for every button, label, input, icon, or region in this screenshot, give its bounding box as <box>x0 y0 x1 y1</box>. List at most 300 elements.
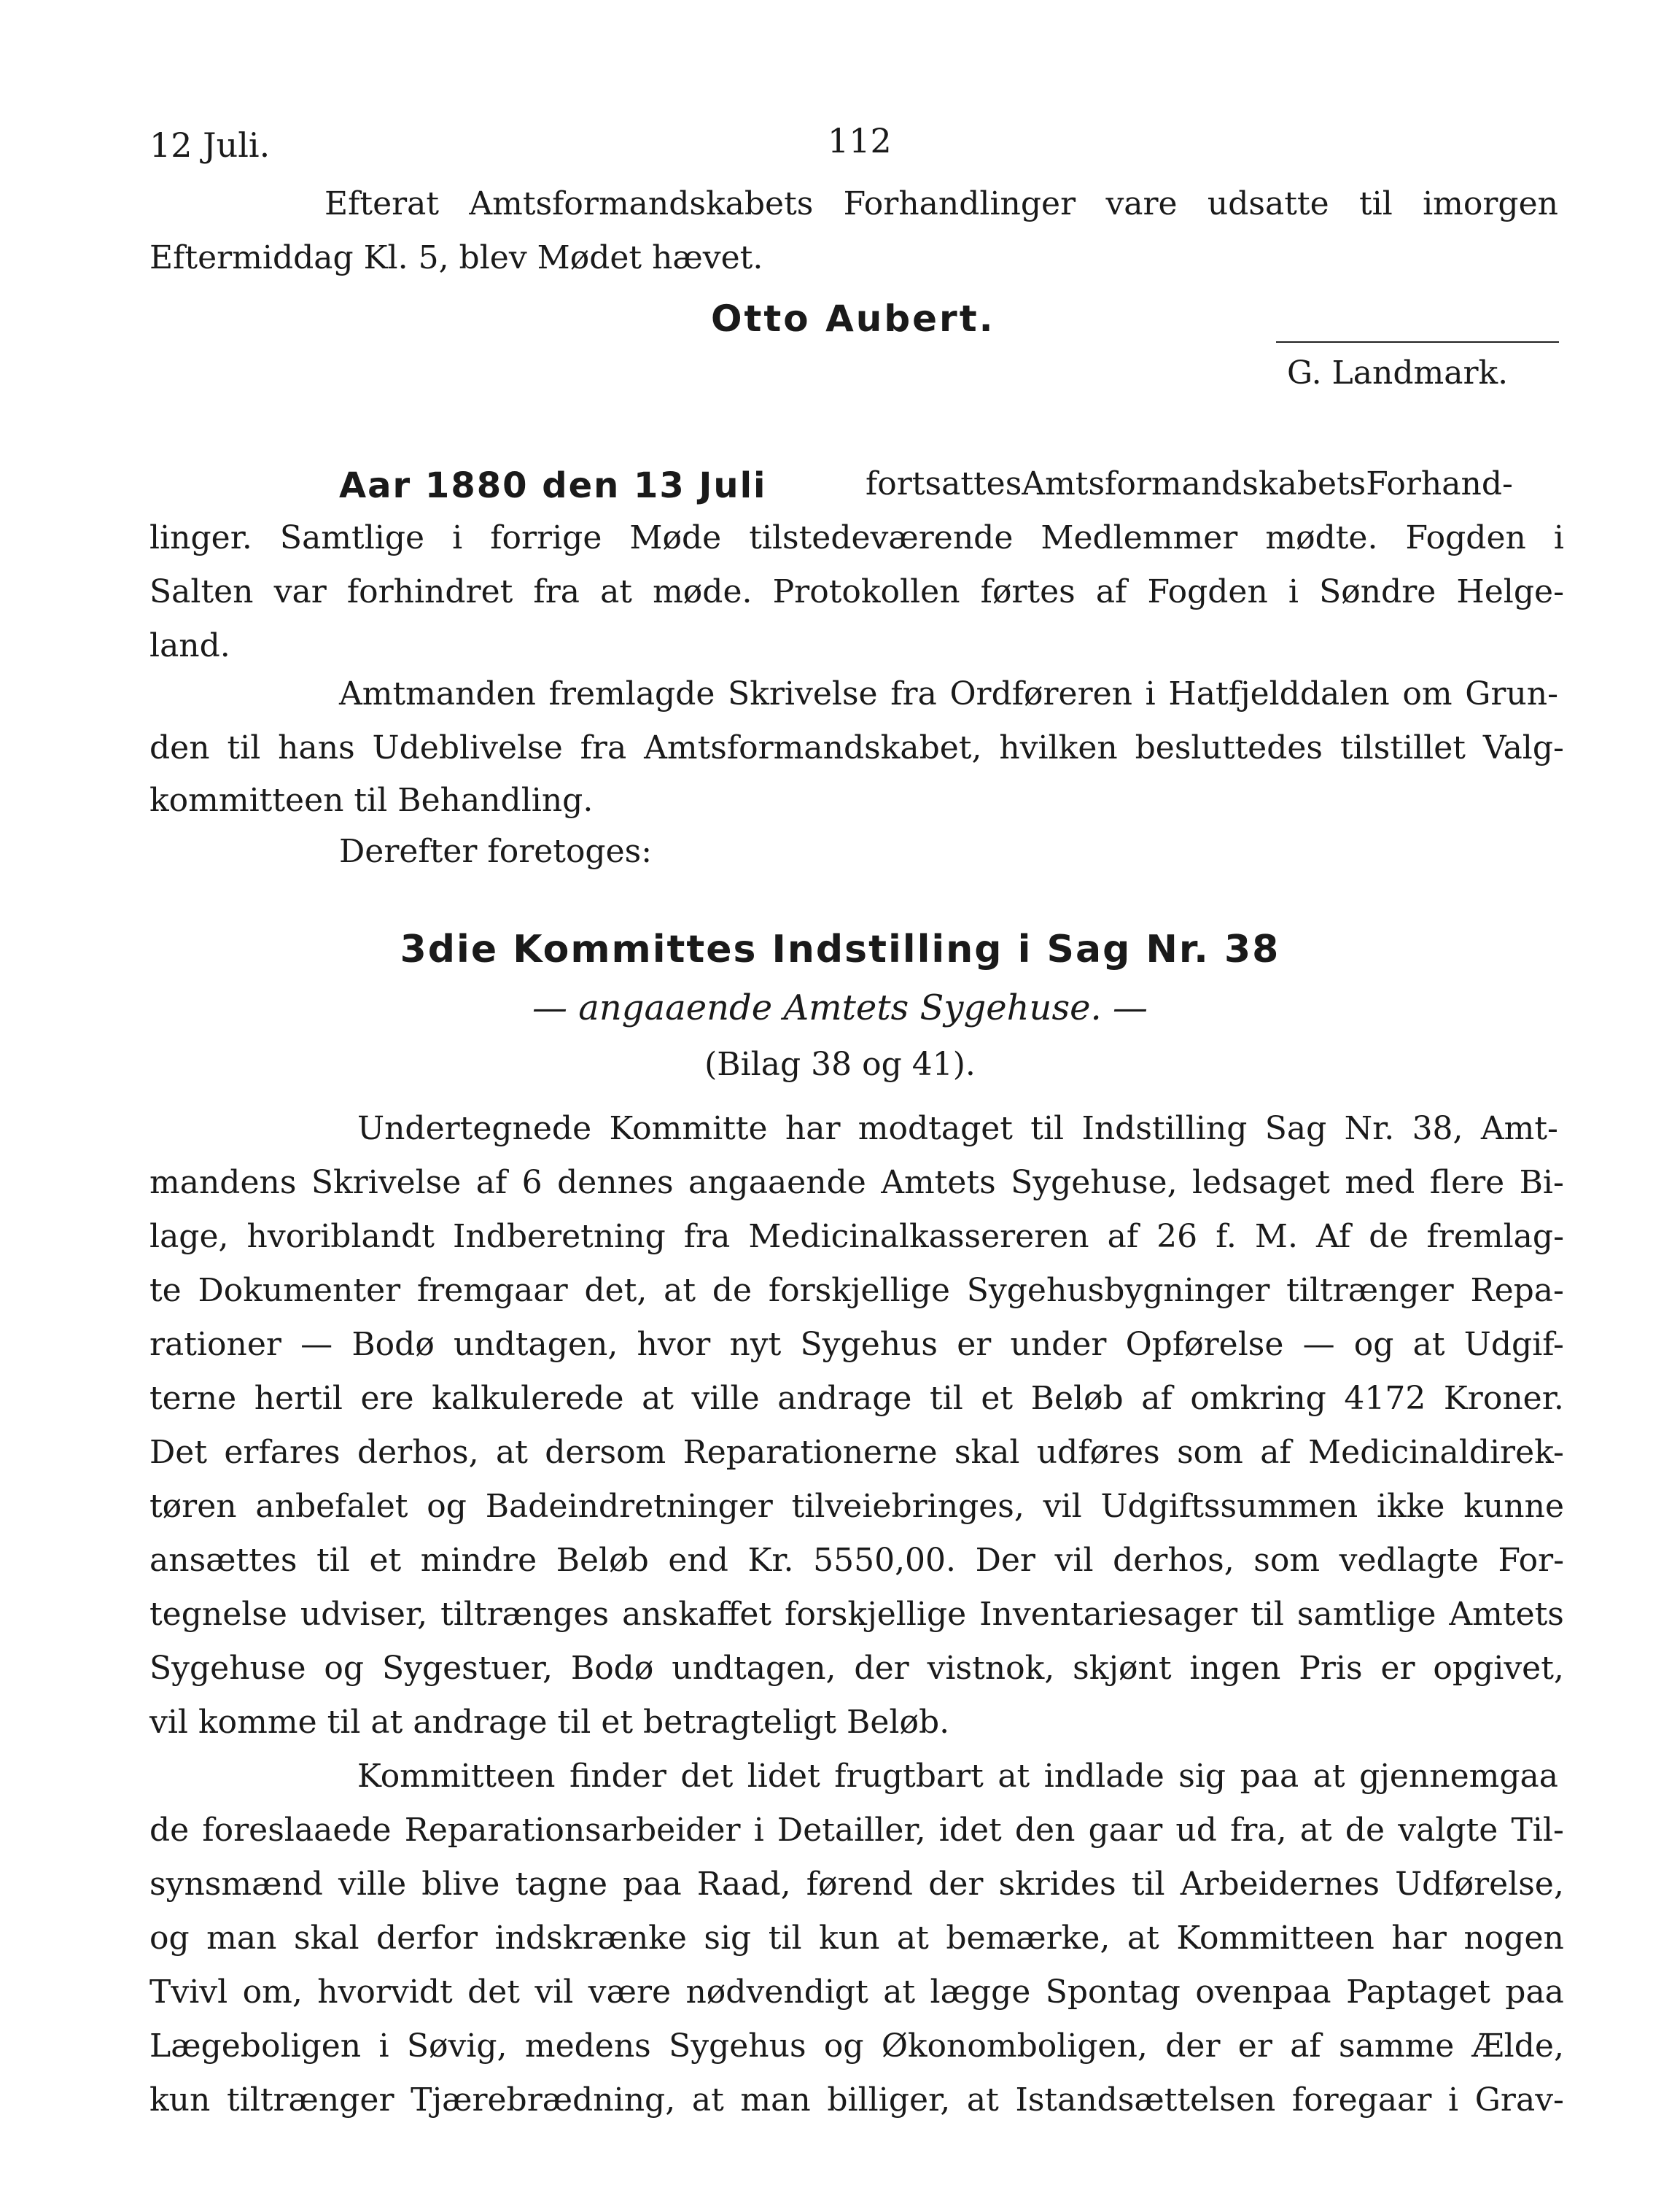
text-line <box>357 1110 1558 1147</box>
word: Sygehuse, <box>1011 1164 1178 1201</box>
word: mandens <box>149 1164 297 1201</box>
word: valgte <box>1398 1812 1498 1849</box>
word: erfares <box>224 1434 341 1471</box>
text-line <box>149 1596 1564 1633</box>
word: tegnelse <box>149 1596 287 1633</box>
section-subheading: — angaaende Amtets Sygehuse. — <box>532 987 1148 1028</box>
text-line <box>149 1973 1564 2011</box>
word: Medicinaldirek- <box>1308 1434 1564 1471</box>
meeting-date-lead: Aar 1880 den 13 Juli <box>339 465 767 506</box>
word: Kommitte <box>609 1110 768 1147</box>
word: og <box>1353 1326 1394 1363</box>
word: Skrivelse <box>728 675 878 713</box>
word: derhos, <box>1113 1542 1234 1579</box>
word: hvorvidt <box>317 1973 453 2011</box>
word: Kroner. <box>1443 1380 1564 1417</box>
word: Udgif- <box>1463 1326 1564 1363</box>
word: et <box>369 1542 402 1579</box>
word: Indberetning <box>452 1218 666 1255</box>
word: man <box>206 1919 277 1957</box>
word: fortsattes <box>866 465 1022 502</box>
word: og <box>324 1650 365 1687</box>
word: Amtets <box>881 1164 996 1201</box>
word: er <box>1237 2027 1272 2065</box>
word: et <box>981 1380 1014 1417</box>
word: Forhandlinger <box>843 185 1076 222</box>
word: Ordføreren <box>949 675 1132 713</box>
word: vare <box>1105 185 1178 222</box>
text-line: kommitteen til Behandling. <box>149 782 594 819</box>
word: der <box>854 1650 909 1687</box>
text-line <box>149 2081 1564 2119</box>
word: Sygehus <box>669 2027 806 2065</box>
word: f. <box>1216 1218 1237 1255</box>
word: Reparationerne <box>682 1434 938 1471</box>
word: udviser, <box>300 1596 428 1633</box>
word: har <box>785 1110 841 1147</box>
word: undtagen, <box>454 1326 618 1363</box>
word: synsmænd <box>149 1866 323 1903</box>
word: finder <box>569 1758 666 1795</box>
word: kun <box>819 1919 880 1957</box>
word: fremlagde <box>548 675 715 713</box>
word: Ælde, <box>1471 2027 1564 2065</box>
word: imorgen <box>1423 185 1558 222</box>
word: Samtlige <box>279 519 425 556</box>
word: Tvivl <box>149 1973 228 2011</box>
word: 38, <box>1412 1110 1463 1147</box>
word: gjennemgaa <box>1359 1758 1558 1795</box>
word: Forhand- <box>1366 465 1513 502</box>
word: tiltrænges <box>440 1596 610 1633</box>
word: lidet <box>747 1758 820 1795</box>
word: at <box>1312 1758 1345 1795</box>
word: at <box>495 1434 528 1471</box>
word: end <box>668 1542 728 1579</box>
word: af <box>1290 2027 1321 2065</box>
word: Badeindretninger <box>485 1488 773 1525</box>
word: 5550,00. <box>813 1542 957 1579</box>
word: blive <box>421 1866 500 1903</box>
word: Valg- <box>1482 729 1564 766</box>
word: derhos, <box>357 1434 479 1471</box>
word: og <box>823 2027 864 2065</box>
word: skjønt <box>1073 1650 1172 1687</box>
word: fremlag- <box>1426 1218 1564 1255</box>
word: Beløb <box>1030 1380 1124 1417</box>
text-line <box>149 1218 1564 1255</box>
word: Til- <box>1511 1812 1564 1849</box>
word: i <box>1553 519 1564 556</box>
word: af <box>1107 1218 1139 1255</box>
word: fra <box>533 573 580 610</box>
meeting-line-1 <box>339 465 1558 506</box>
word: at <box>600 573 632 610</box>
word: Sygestuer, <box>381 1650 553 1687</box>
text-line <box>339 675 1558 713</box>
word: ovenpaa <box>1195 1973 1331 2011</box>
word: nyt <box>729 1326 782 1363</box>
word: der <box>928 1866 984 1903</box>
word: Af <box>1315 1218 1351 1255</box>
word: at <box>664 1272 696 1309</box>
word: Spontag <box>1045 1973 1181 2011</box>
word: Økonomboligen, <box>881 2027 1148 2065</box>
word: Medlemmer <box>1041 519 1238 556</box>
word: Pris <box>1299 1650 1363 1687</box>
word: forskjellige <box>785 1596 967 1633</box>
signature-secondary: G. Landmark. <box>1287 354 1509 392</box>
word: Udgiftssummen <box>1100 1488 1358 1525</box>
word: forskjellige <box>768 1272 950 1309</box>
word: dennes <box>557 1164 674 1201</box>
word: i <box>753 1812 764 1849</box>
word: idet <box>938 1812 1002 1849</box>
word: at <box>966 2081 999 2119</box>
word: at <box>1127 1919 1159 1957</box>
word: anskaffet <box>622 1596 772 1633</box>
word: til <box>316 1542 350 1579</box>
word: Helge- <box>1456 573 1564 610</box>
word: med <box>1345 1164 1415 1201</box>
word: Repa- <box>1470 1272 1564 1309</box>
text-line <box>357 1758 1558 1795</box>
word: paa <box>1505 1973 1564 2011</box>
word: af <box>1095 573 1127 610</box>
section-heading: 3die Kommittes Indstilling i Sag Nr. 38 <box>400 928 1280 971</box>
word: hans <box>278 729 355 766</box>
word: Hatfjelddalen <box>1168 675 1390 713</box>
word: gaar <box>1088 1812 1163 1849</box>
word: terne <box>149 1380 237 1417</box>
word: hertil <box>254 1380 343 1417</box>
word: Medicinalkassereren <box>748 1218 1089 1255</box>
text-line <box>149 729 1564 766</box>
word: Amtsformandskabets <box>1022 465 1366 502</box>
text-line: land. <box>149 627 230 664</box>
word: 6 <box>521 1164 542 1201</box>
word: ville <box>338 1866 407 1903</box>
word: man <box>740 2081 811 2119</box>
word: Lægeboligen <box>149 2027 362 2065</box>
word: tagne <box>515 1866 608 1903</box>
word: Kr. <box>747 1542 794 1579</box>
text-line <box>149 1272 1564 1309</box>
word: Amt- <box>1480 1110 1558 1147</box>
word: Fogden <box>1405 519 1526 556</box>
word: ikke <box>1377 1488 1445 1525</box>
word: Møde <box>629 519 722 556</box>
word: foregaar <box>1291 2081 1432 2119</box>
word: ville <box>691 1380 760 1417</box>
word: flere <box>1429 1164 1505 1201</box>
text-line: vil komme til at andrage til et betragteligt Beløb. <box>149 1704 950 1741</box>
word: i <box>378 2027 389 2065</box>
word: — <box>1302 1326 1335 1363</box>
word: omkring <box>1190 1380 1326 1417</box>
word: den <box>149 729 210 766</box>
word: ansættes <box>149 1542 298 1579</box>
word: Det <box>149 1434 207 1471</box>
word: Tjærebrædning, <box>411 2081 676 2119</box>
text-line <box>149 519 1564 556</box>
word: Sygehusbygninger <box>966 1272 1270 1309</box>
word: — <box>300 1326 333 1363</box>
word: Beløb <box>556 1542 649 1579</box>
word: hvoriblandt <box>246 1218 435 1255</box>
word: Grun- <box>1465 675 1558 713</box>
word: Opførelse <box>1125 1326 1284 1363</box>
word: som <box>1253 1542 1321 1579</box>
word: angaaende <box>688 1164 866 1201</box>
word: og <box>427 1488 467 1525</box>
word: Undertegnede <box>357 1110 592 1147</box>
word: samtlige <box>1296 1596 1436 1633</box>
text-line <box>149 1868 1564 1901</box>
word: Nr. <box>1344 1110 1395 1147</box>
signature-main: Otto Aubert. <box>711 298 995 340</box>
word: forhindret <box>346 573 513 610</box>
word: under <box>1010 1326 1107 1363</box>
text-line: Eftermiddag Kl. 5, blev Mødet hævet. <box>149 239 763 276</box>
word: Raad, <box>696 1866 791 1903</box>
word: Efterat <box>324 185 440 222</box>
word: fra <box>890 675 937 713</box>
word: Indstilling <box>1081 1110 1248 1147</box>
word: til <box>1251 1596 1284 1633</box>
word: Inventariesager <box>979 1596 1238 1633</box>
word: at <box>691 2081 724 2119</box>
word: de <box>1345 1812 1385 1849</box>
word: tiltrænger <box>227 2081 394 2119</box>
word: at <box>1412 1326 1445 1363</box>
word: af <box>1260 1434 1291 1471</box>
word: Reparationsarbeider <box>404 1812 741 1849</box>
text-line <box>866 465 1558 503</box>
text-line <box>149 1650 1564 1687</box>
word: Sag <box>1264 1110 1327 1147</box>
word: vedlagte <box>1339 1542 1479 1579</box>
word: Søvig, <box>406 2027 508 2065</box>
word: at <box>1299 1812 1332 1849</box>
word: lægge <box>930 1973 1031 2011</box>
word: Amtsformandskabets <box>469 185 814 222</box>
word: af <box>475 1164 508 1201</box>
word: Amtets <box>1449 1596 1564 1633</box>
word: lage, <box>149 1218 229 1255</box>
word: i <box>1288 573 1299 610</box>
word: at <box>998 1758 1030 1795</box>
word: rationer <box>149 1326 281 1363</box>
word: derfor <box>376 1919 478 1957</box>
text-line <box>324 185 1558 222</box>
word: skrides <box>998 1866 1116 1903</box>
word: Istandsættelsen <box>1015 2081 1276 2119</box>
word: tilstillet <box>1339 729 1466 766</box>
word: at <box>896 1919 929 1957</box>
word: paa <box>623 1866 682 1903</box>
word: Sygehuse <box>149 1650 306 1687</box>
word: Skrivelse <box>311 1164 462 1201</box>
word: Paptaget <box>1346 1973 1490 2011</box>
word: det, <box>584 1272 648 1309</box>
word: nødvendigt <box>685 1973 868 2011</box>
word: linger. <box>149 519 252 556</box>
word: Udførelse, <box>1395 1866 1564 1903</box>
text-line <box>149 1434 1564 1471</box>
text-line <box>149 1488 1564 1525</box>
word: billiger, <box>827 2081 951 2119</box>
text-line <box>149 573 1564 610</box>
word: hvilken <box>999 729 1118 766</box>
word: fra <box>683 1218 731 1255</box>
word: udføres <box>1036 1434 1160 1471</box>
text-line <box>149 1380 1564 1417</box>
word: skal <box>954 1434 1020 1471</box>
word: forrige <box>490 519 602 556</box>
word: er <box>957 1326 992 1363</box>
word: te <box>149 1272 182 1309</box>
word: anbefalet <box>255 1488 408 1525</box>
word: i <box>1448 2081 1459 2119</box>
word: medens <box>524 2027 651 2065</box>
word: der <box>1165 2027 1221 2065</box>
word: var <box>273 573 327 610</box>
word: besluttedes <box>1135 729 1323 766</box>
word: M. <box>1254 1218 1298 1255</box>
word: andrage <box>777 1380 912 1417</box>
text-line <box>149 1814 1564 1847</box>
word: de <box>149 1812 190 1849</box>
word: Salten <box>149 573 254 610</box>
word: de <box>712 1272 752 1309</box>
text-line <box>149 1542 1564 1579</box>
word: ud <box>1175 1812 1217 1849</box>
word: Grav- <box>1474 2081 1564 2119</box>
word: som <box>1177 1434 1243 1471</box>
word: i <box>1145 675 1156 713</box>
word: til <box>768 1919 802 1957</box>
word: Detailler, <box>777 1812 926 1849</box>
word: kalkulerede <box>432 1380 624 1417</box>
word: indlade <box>1043 1758 1164 1795</box>
word: til <box>1030 1110 1065 1147</box>
word: at <box>883 1973 916 2011</box>
word: samme <box>1339 2027 1455 2065</box>
text-line <box>149 2027 1564 2065</box>
word: til <box>227 729 261 766</box>
word: Amtsformandskabet, <box>644 729 982 766</box>
word: sig <box>1178 1758 1226 1795</box>
page-date: 12 Juli. <box>149 125 271 165</box>
word: mødte. <box>1265 519 1378 556</box>
word: den <box>1014 1812 1076 1849</box>
page-number: 112 <box>828 121 892 160</box>
word: For- <box>1498 1542 1564 1579</box>
text-line: Derefter foretoges: <box>339 833 653 870</box>
word: vil <box>1054 1542 1094 1579</box>
word: Udeblivelse <box>372 729 563 766</box>
word: Kommitteen <box>1176 1919 1374 1957</box>
text-line <box>149 1326 1564 1363</box>
word: vistnok, <box>927 1650 1055 1687</box>
word: vil <box>1043 1488 1082 1525</box>
word: førend <box>806 1866 914 1903</box>
word: ingen <box>1189 1650 1281 1687</box>
word: fra, <box>1230 1812 1287 1849</box>
word: ledsaget <box>1191 1164 1330 1201</box>
word: dersom <box>545 1434 666 1471</box>
word: førtes <box>980 573 1076 610</box>
word: modtaget <box>858 1110 1013 1147</box>
word: møde. <box>653 573 752 610</box>
word: sig <box>704 1919 752 1957</box>
word: 26 <box>1156 1218 1198 1255</box>
word: om <box>1402 675 1452 713</box>
word: fra <box>580 729 627 766</box>
word: tilveiebringes, <box>791 1488 1024 1525</box>
word: ere <box>360 1380 414 1417</box>
word: nogen <box>1463 1919 1564 1957</box>
word: til <box>929 1380 963 1417</box>
section-reference: (Bilag 38 og 41). <box>704 1046 976 1083</box>
word: fremgaar <box>416 1272 568 1309</box>
text-line <box>149 1919 1564 1957</box>
word: Arbeidernes <box>1180 1866 1380 1903</box>
word: frugtbart <box>834 1758 984 1795</box>
word: være <box>588 1973 672 2011</box>
word: kun <box>149 2081 211 2119</box>
word: Bodø <box>351 1326 435 1363</box>
word: Bi- <box>1519 1164 1564 1201</box>
word: bemærke, <box>946 1919 1111 1957</box>
word: og <box>149 1919 190 1957</box>
word: om, <box>242 1973 303 2011</box>
word: Dokumenter <box>198 1272 401 1309</box>
word: indskrænke <box>494 1919 687 1957</box>
word: Bodø <box>570 1650 654 1687</box>
word: 4172 <box>1344 1380 1426 1417</box>
word: udsatte <box>1207 185 1329 222</box>
word: til <box>1131 1866 1165 1903</box>
text-line <box>149 1164 1564 1201</box>
word: skal <box>293 1919 359 1957</box>
word: kunne <box>1463 1488 1564 1525</box>
word: det <box>467 1973 520 2011</box>
word: Protokollen <box>772 573 960 610</box>
word: tøren <box>149 1488 237 1525</box>
word: Kommitteen <box>357 1758 556 1795</box>
word: til <box>1358 185 1393 222</box>
signature-rule <box>1276 341 1559 343</box>
word: af <box>1141 1380 1172 1417</box>
word: de <box>1369 1218 1409 1255</box>
word: at <box>642 1380 674 1417</box>
word: har <box>1391 1919 1447 1957</box>
word: foreslaaede <box>202 1812 392 1849</box>
word: vil <box>534 1973 574 2011</box>
word: det <box>680 1758 734 1795</box>
word: Amtmanden <box>339 675 537 713</box>
word: mindre <box>420 1542 537 1579</box>
word: paa <box>1240 1758 1299 1795</box>
word: hvor <box>637 1326 711 1363</box>
word: undtagen, <box>672 1650 836 1687</box>
word: Der <box>975 1542 1035 1579</box>
word: Sygehus <box>800 1326 938 1363</box>
word: er <box>1380 1650 1415 1687</box>
word: tilstedeværende <box>749 519 1014 556</box>
